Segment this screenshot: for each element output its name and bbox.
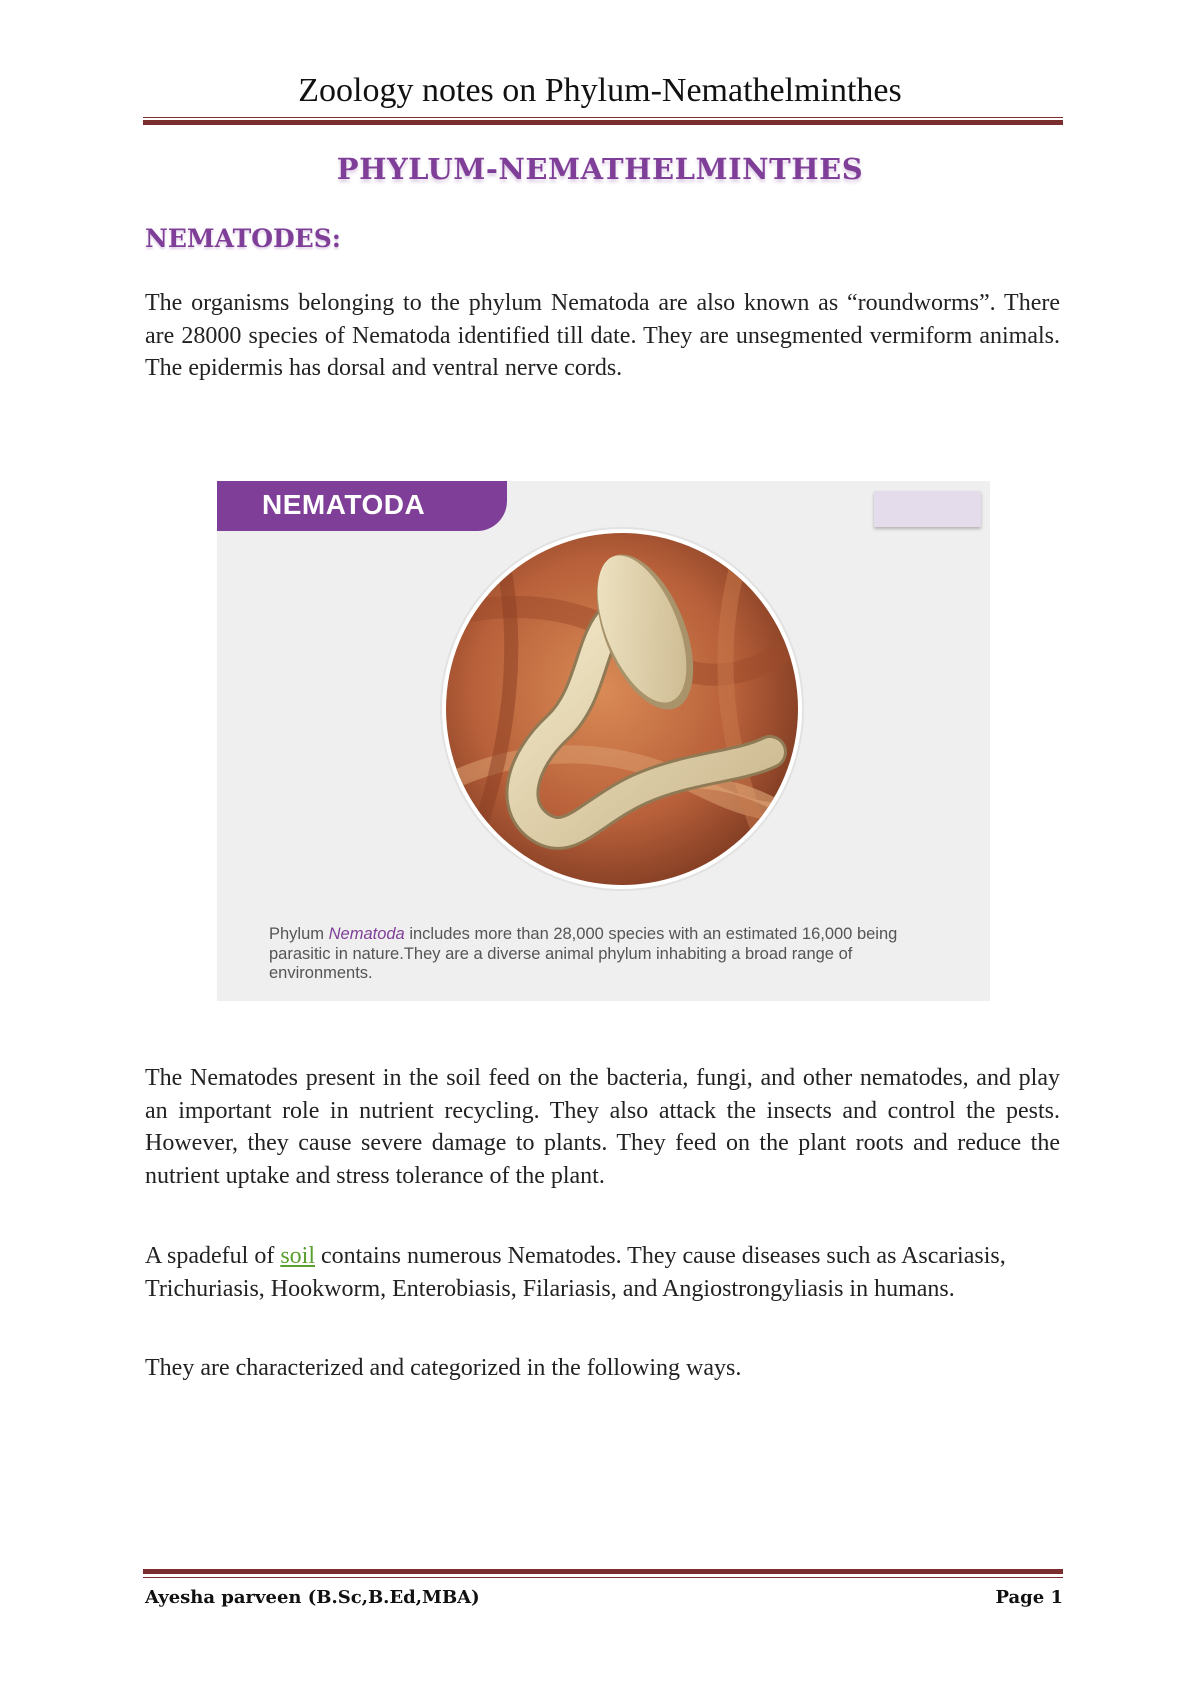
categorization-paragraph: They are characterized and categorized in the following ways. bbox=[145, 1355, 742, 1381]
diseases-text-end: contains numerous Nematodes. They cause diseases such as Ascariasis, Trichuriasis, Hookworm, Enterobiasis, Filariasis, and Angiostrongyliasis in humans. bbox=[145, 1243, 1006, 1302]
header-rule bbox=[143, 120, 1063, 125]
caption-rest: includes more than 28,000 species with an estimated 16,000 being parasitic in nature.They are a diverse animal phylum inhabiting a broad range of environments. bbox=[269, 925, 898, 982]
diseases-text-start: A spadeful of bbox=[145, 1243, 281, 1269]
diseases-paragraph bbox=[145, 1240, 1060, 1305]
soil-link[interactable]: soil bbox=[280, 1243, 315, 1269]
document-title: PHYLUM-NEMATHELMINTHES bbox=[336, 152, 864, 186]
page-number: Page 1 bbox=[995, 1587, 1063, 1608]
figure-banner bbox=[217, 481, 507, 531]
section-heading: NEMATODES: bbox=[145, 224, 342, 253]
intro-paragraph: The organisms belonging to the phylum Nematoda are also known as “roundworms”. There are 28000 species of Nematoda identified till date. They are unsegmented vermiform animals. The epidermis has dorsal and ventral nerve cords. bbox=[145, 290, 1060, 381]
footer-rule-thin bbox=[143, 1577, 1063, 1578]
caption-prefix: Phylum bbox=[269, 925, 329, 943]
figure-caption bbox=[269, 925, 959, 984]
footer-rule bbox=[143, 1569, 1063, 1574]
soil-paragraph: The Nematodes present in the soil feed on the bacteria, fungi, and other nematodes, and play an important role in nutrient recycling. They also attack the insects and control the pests. However, they cause severe damage to plants. They feed on the plant roots and reduce the nutrient uptake and stress tolerance of the plant. bbox=[145, 1065, 1060, 1189]
nematode-micrograph bbox=[440, 527, 804, 891]
nematoda-figure bbox=[217, 481, 990, 1001]
figure-tab bbox=[874, 491, 981, 527]
header-rule-thin bbox=[143, 117, 1063, 118]
figure-banner-label: NEMATODA bbox=[262, 489, 426, 520]
footer-author: Ayesha parveen (B.Sc,B.Ed,MBA) bbox=[145, 1587, 480, 1608]
header-title: Zoology notes on Phylum-Nemathelminthes bbox=[298, 72, 902, 109]
caption-emphasis: Nematoda bbox=[328, 925, 405, 943]
